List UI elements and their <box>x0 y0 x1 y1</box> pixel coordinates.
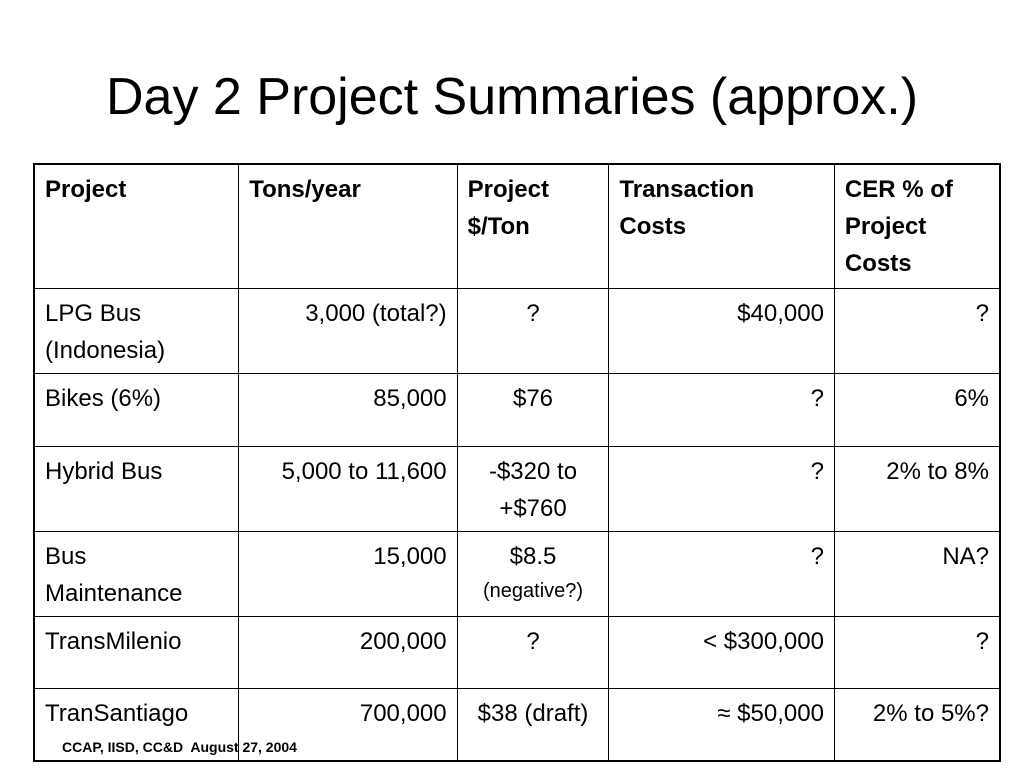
cell-transaction-costs: ? <box>609 446 835 531</box>
header-project: Project <box>34 164 239 288</box>
table-row <box>34 616 1000 688</box>
cell-cost-per-ton: -$320 to +$760 <box>457 446 609 531</box>
cell-transaction-costs: < $300,000 <box>609 616 835 688</box>
cell-transaction-costs: ≈ $50,000 <box>609 688 835 761</box>
cell-cost-per-ton: ? <box>457 288 609 373</box>
cost-value: $8.5 <box>509 542 557 570</box>
project-name: LPG Bus <box>45 299 142 327</box>
slide-title: Day 2 Project Summaries (approx.) <box>105 68 919 126</box>
project-subtitle: (Indonesia) <box>45 336 166 364</box>
cell-cer-percent: 2% to 5%? <box>834 688 1000 761</box>
cell-project <box>34 288 239 373</box>
slide-footer: CCAP, IISD, CC&D August 27, 2004 <box>62 739 297 755</box>
cell-cer-percent: NA? <box>834 531 1000 616</box>
cell-project: Bikes (6%) <box>34 373 239 446</box>
cell-cer-percent: 6% <box>834 373 1000 446</box>
header-cer-percent: CER % of Project Costs <box>834 164 1000 288</box>
cell-tons: 85,000 <box>239 373 457 446</box>
cell-cost-per-ton: ? <box>457 616 609 688</box>
cell-tons: 700,000 <box>239 688 457 761</box>
cell-transaction-costs: ? <box>609 531 835 616</box>
project-summary-table <box>33 163 1001 762</box>
cell-project: TranSantiago <box>34 688 239 761</box>
cell-tons: 15,000 <box>239 531 457 616</box>
header-project-cost-line1: Project <box>467 176 549 203</box>
cell-cost-per-ton <box>457 531 609 616</box>
cell-project: Bus Maintenance <box>34 531 239 616</box>
cost-note: (negative?) <box>482 579 584 602</box>
cell-cer-percent: ? <box>834 288 1000 373</box>
table-row <box>34 288 1000 373</box>
cell-transaction-costs: ? <box>609 373 835 446</box>
table-row <box>34 373 1000 446</box>
cell-transaction-costs: $40,000 <box>609 288 835 373</box>
header-project-cost-per-ton <box>457 164 609 288</box>
header-transaction-costs: Transaction Costs <box>609 164 835 288</box>
table-header-row <box>34 164 1000 288</box>
cell-cost-per-ton: $76 <box>457 373 609 446</box>
header-project-cost-line2: $/Ton <box>467 213 530 240</box>
table-row <box>34 531 1000 616</box>
cell-tons: 200,000 <box>239 616 457 688</box>
cell-tons: 5,000 to 11,600 <box>239 446 457 531</box>
cell-cer-percent: ? <box>834 616 1000 688</box>
table-row <box>34 446 1000 531</box>
cell-cer-percent: 2% to 8% <box>834 446 1000 531</box>
cell-tons: 3,000 (total?) <box>239 288 457 373</box>
cell-project: Hybrid Bus <box>34 446 239 531</box>
cell-cost-per-ton: $38 (draft) <box>457 688 609 761</box>
header-tons-per-year: Tons/year <box>239 164 457 288</box>
cell-project: TransMilenio <box>34 616 239 688</box>
